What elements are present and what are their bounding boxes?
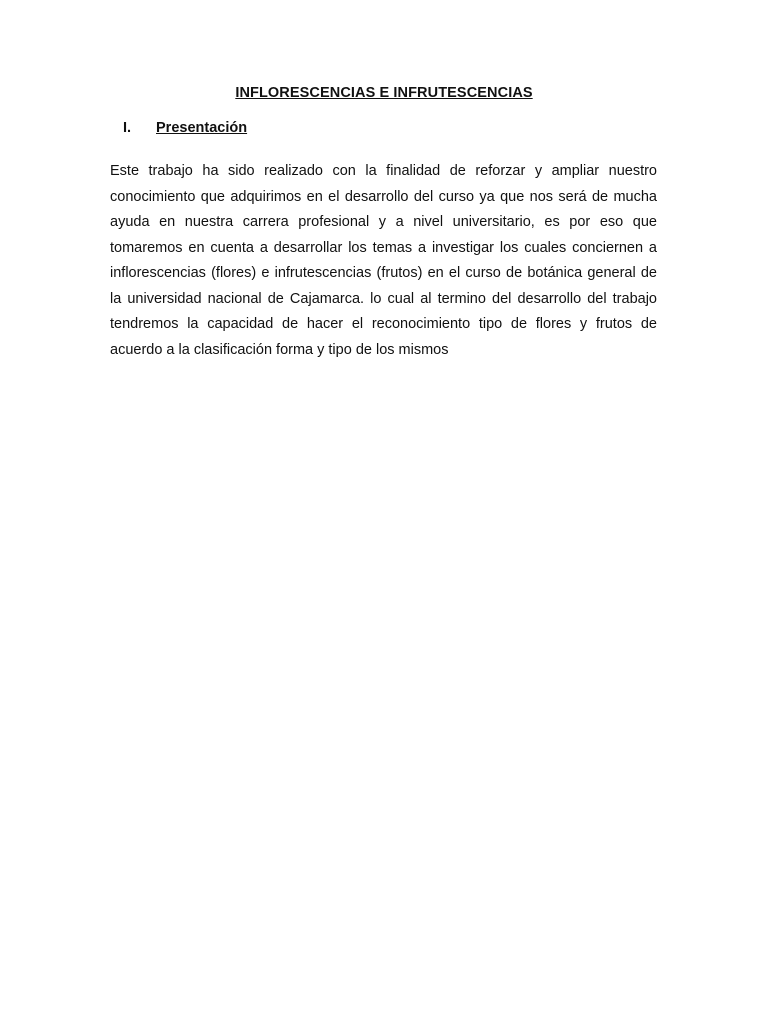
- section-number: I.: [123, 120, 132, 136]
- body-paragraph: Este trabajo ha sido realizado con la finalidad de reforzar y ampliar nuestro conocimiento que adquirimos en el desarrollo del curso ya que nos será de mucha ayuda en nuestra carrera profesional y a nivel universitario, es por eso que tomaremos en cuenta a desarrollar los temas a investigar los cuales conciernen a inflorescencias (flores) e infrutescencias (frutos) en el curso de botánica general de la universidad nacional de Cajamarca. lo cual al termino del desarrollo del trabajo tendremos la capacidad de hacer el reconocimiento tipo de flores y frutos de acuerdo a la clasificación forma y tipo de los mismos: [110, 163, 657, 358]
- document-title: INFLORESCENCIAS E INFRUTESCENCIAS: [235, 85, 533, 101]
- section-title: Presentación: [156, 120, 248, 136]
- section-heading: [123, 120, 247, 136]
